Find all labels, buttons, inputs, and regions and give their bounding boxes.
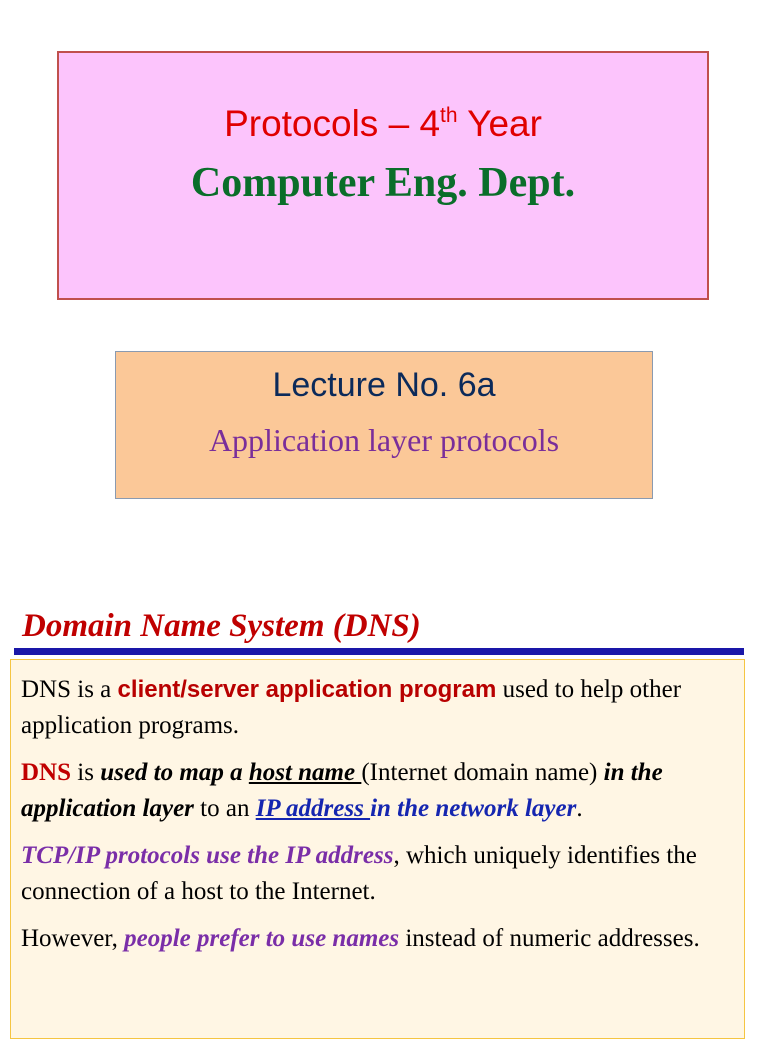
lecture-box	[115, 351, 653, 499]
p2-text-j: .	[576, 795, 583, 822]
lecture-subtitle: Application layer protocols	[208, 422, 560, 458]
course-title-superscript: th	[440, 104, 458, 127]
section-heading: Domain Name System (DNS)	[22, 608, 421, 644]
heading-divider	[14, 648, 744, 655]
paragraph-2	[21, 755, 734, 827]
p2-dns: DNS	[21, 759, 72, 786]
content-box	[10, 659, 745, 1039]
p4-emphasis: people prefer to use names	[124, 925, 400, 952]
p4-text-a: However,	[21, 925, 125, 952]
p2-emphasis-c: used to map a	[100, 759, 249, 786]
course-title	[59, 103, 707, 145]
p2-text-b: is	[71, 759, 101, 786]
paragraph-3	[21, 838, 734, 910]
p2-text-g: to an	[193, 795, 256, 822]
p2-network-layer: in the network layer	[370, 795, 577, 822]
lecture-number: Lecture No. 6a	[272, 366, 496, 404]
p3-text-b: , which uniquely identifies the connection of a host to the Internet.	[21, 842, 697, 905]
paragraph-1	[21, 672, 734, 744]
p4-text-c: instead of numeric addresses.	[399, 925, 700, 952]
p2-emphasis-f: in the application layer	[21, 759, 663, 822]
course-title-prefix: Protocols – 4	[224, 103, 441, 144]
p2-ip-address: IP address	[255, 795, 371, 822]
p2-text-e: (Internet domain name)	[361, 759, 604, 786]
course-title-suffix: Year	[457, 103, 542, 144]
p1-text-a: DNS is a	[21, 676, 118, 703]
p1-highlight: client/server application program	[117, 676, 497, 703]
title-box	[57, 51, 709, 300]
paragraph-4	[21, 921, 734, 957]
p1-text-c: used to help other application programs.	[21, 676, 682, 739]
p3-emphasis: TCP/IP protocols use the IP address	[21, 842, 394, 869]
p2-host-name: host name	[248, 759, 362, 786]
department-title: Computer Eng. Dept.	[190, 160, 576, 206]
